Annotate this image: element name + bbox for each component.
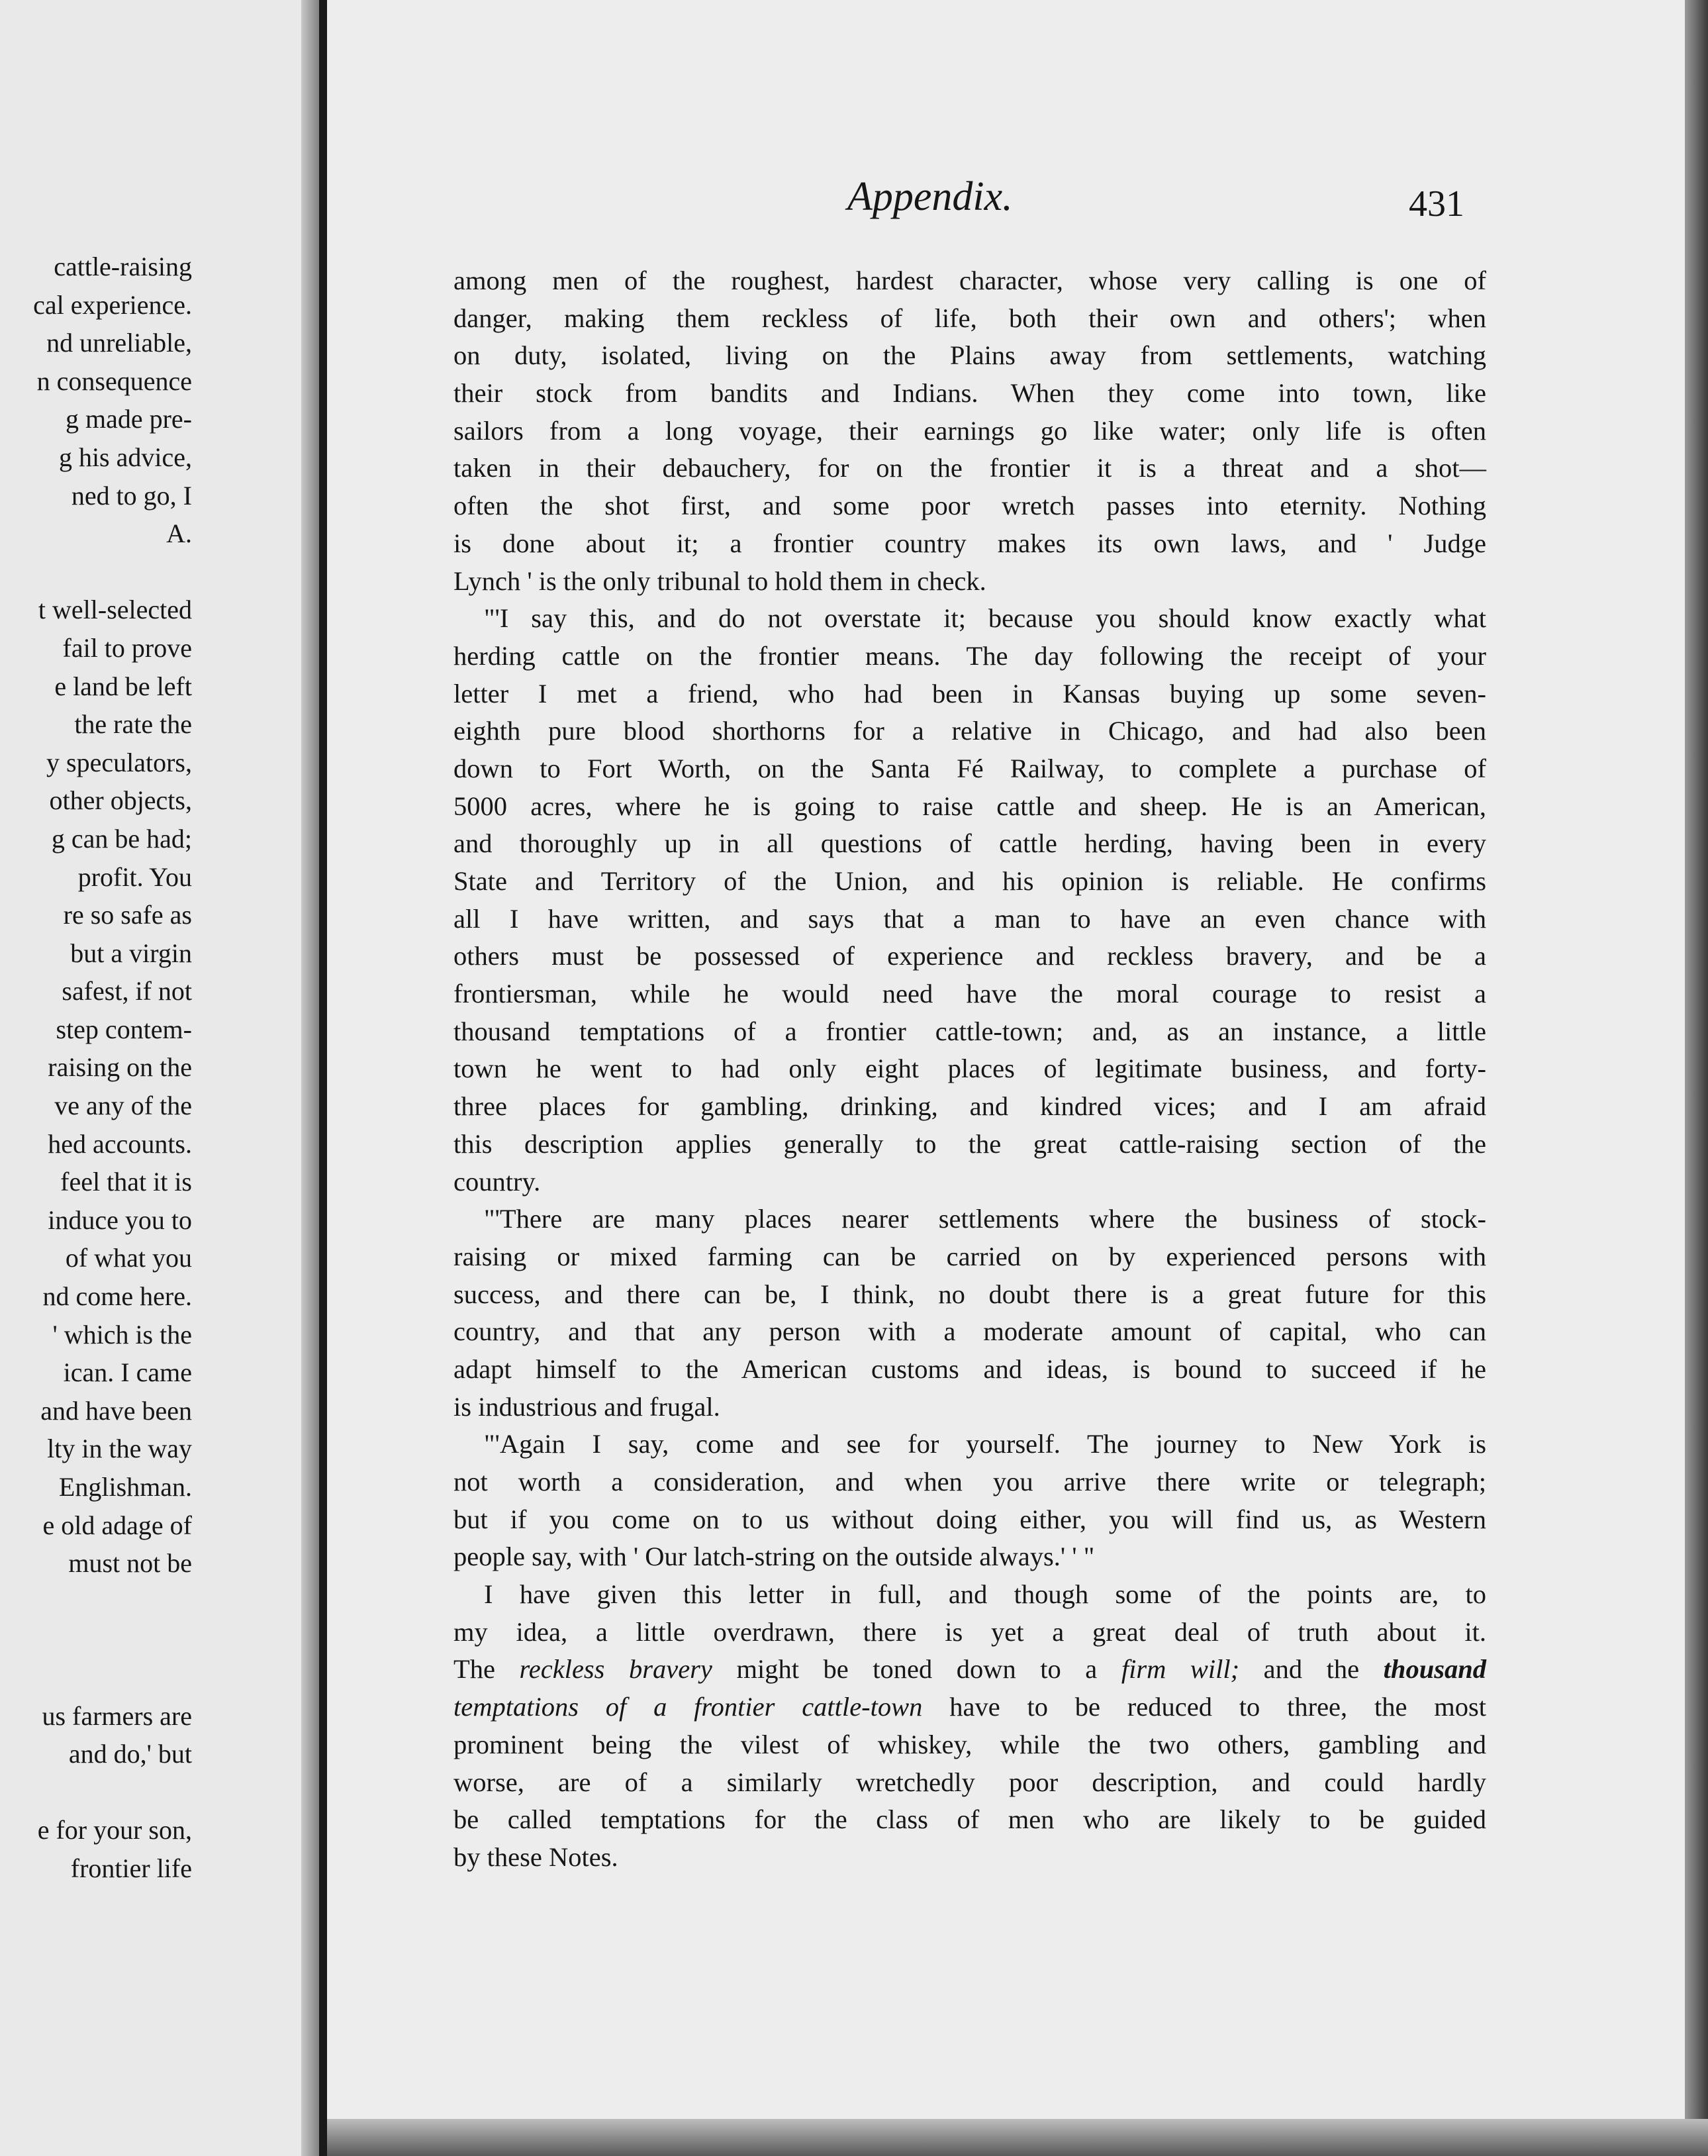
- body-span: might be toned down to a: [712, 1654, 1121, 1685]
- body-line: all I have written, and says that a man to have an even chance with: [453, 903, 1486, 934]
- body-line: their stock from bandits and Indians. When they come into town, like: [453, 378, 1486, 409]
- body-line: among men of the roughest, hardest character, whose very calling is one of: [453, 266, 1486, 295]
- left-line: nd unreliable,: [46, 328, 192, 358]
- italic-span: reckless bravery: [519, 1654, 712, 1685]
- body-line-mixed: [453, 1689, 1486, 1726]
- running-head: Appendix.: [847, 174, 1013, 219]
- body-line: thousand temptations of a frontier cattle-town; and, as an instance, a little: [453, 1016, 1486, 1046]
- body-line: raising or mixed farming can be carried on by experienced persons with: [453, 1241, 1486, 1271]
- body-line: Lynch ' is the only tribunal to hold them in check.: [453, 565, 986, 596]
- left-line: g can be had;: [51, 823, 192, 854]
- left-line: raising on the: [48, 1052, 192, 1083]
- body-line: but if you come on to us without doing either, you will find us, as Western: [453, 1504, 1486, 1534]
- body-line: is done about it; a frontier country makes its own laws, and ' Judge: [453, 528, 1486, 558]
- body-line: my idea, a little overdrawn, there is yet a great deal of truth about it.: [453, 1616, 1486, 1647]
- left-line: us farmers are: [42, 1700, 192, 1731]
- body-line: "'Again I say, come and see for yourself. The journey to New York is: [484, 1429, 1486, 1459]
- body-line: three places for gambling, drinking, and kindred vices; and I am afraid: [453, 1091, 1486, 1122]
- left-line: lty in the way: [47, 1434, 192, 1464]
- left-page-fragment: [0, 0, 311, 2156]
- left-line-blank: [0, 1773, 192, 1812]
- body-line: and thoroughly up in all questions of cattle herding, having been in every: [453, 828, 1486, 859]
- left-line: other objects,: [49, 785, 192, 816]
- left-line: e old adage of: [42, 1510, 192, 1540]
- left-line: hed accounts.: [48, 1128, 192, 1159]
- body-line: people say, with ' Our latch-string on the outside always.' ' ": [453, 1542, 1095, 1572]
- left-line: e for your son,: [37, 1815, 192, 1845]
- left-line: and have been: [40, 1395, 192, 1426]
- body-line: letter I met a friend, who had been in Kansas buying up some seven-: [453, 678, 1486, 709]
- left-line: fail to prove: [62, 632, 192, 663]
- body-line: frontiersman, while he would need have the moral courage to resist a: [453, 979, 1486, 1009]
- bold-italic-span: thousand: [1383, 1654, 1487, 1685]
- body-span: The: [453, 1654, 520, 1685]
- left-page-text: [0, 248, 192, 1888]
- body-line: this description applies generally to the great cattle-raising section of the: [453, 1128, 1486, 1159]
- left-line: nd come here.: [42, 1281, 192, 1312]
- body-line: taken in their debauchery, for on the frontier it is a threat and a shot—: [453, 453, 1486, 483]
- body-line: 5000 acres, where he is going to raise cattle and sheep. He is an American,: [453, 791, 1486, 821]
- left-line: must not be: [68, 1548, 192, 1579]
- body-text: [453, 262, 1486, 1877]
- left-line: Englishman.: [58, 1472, 192, 1502]
- left-line: t well-selected: [38, 595, 192, 625]
- left-line: profit. You: [77, 861, 192, 892]
- body-line: "'There are many places nearer settlements where the business of stock-: [484, 1204, 1486, 1234]
- page-number: 431: [1409, 183, 1464, 224]
- left-line: the rate the: [74, 709, 192, 740]
- left-line: g made pre-: [65, 404, 192, 434]
- page-edge-shadow: [1685, 0, 1708, 2156]
- left-line: re so safe as: [63, 900, 192, 930]
- body-line: eighth pure blood shorthorns for a relative in Chicago, and had also been: [453, 716, 1486, 746]
- left-line: cattle-raising: [54, 252, 192, 281]
- body-line-mixed: [453, 1651, 1486, 1689]
- body-line: worse, are of a similarly wretchedly poor description, and could hardly: [453, 1767, 1486, 1797]
- body-line: success, and there can be, I think, no doubt there is a great future for this: [453, 1279, 1486, 1309]
- italic-span: temptations of a frontier cattle-town: [453, 1692, 923, 1722]
- left-line: feel that it is: [60, 1167, 192, 1197]
- left-line-blank: [0, 1620, 192, 1659]
- body-line: State and Territory of the Union, and his opinion is reliable. He confirms: [453, 866, 1486, 896]
- left-line: and do,' but: [68, 1739, 192, 1769]
- left-line: A.: [166, 518, 192, 549]
- body-line: herding cattle on the frontier means. The day following the receipt of your: [453, 640, 1486, 671]
- left-line: cal experience.: [33, 289, 192, 320]
- page-bottom-shadow: [327, 2119, 1708, 2156]
- body-line: country.: [453, 1166, 541, 1197]
- body-line: town he went to had only eight places of legitimate business, and forty-: [453, 1054, 1486, 1084]
- left-line: ve any of the: [54, 1091, 192, 1121]
- left-line: y speculators,: [46, 747, 192, 777]
- left-line-blank: [0, 553, 192, 591]
- book-gutter-binding: [319, 0, 327, 2156]
- body-line: not worth a consideration, and when you arrive there write or telegraph;: [453, 1467, 1486, 1496]
- body-line: prominent being the vilest of whiskey, while the two others, gambling and: [453, 1729, 1486, 1759]
- left-line: ican. I came: [63, 1357, 192, 1388]
- body-line: by these Notes.: [453, 1841, 618, 1872]
- left-line-blank: [0, 1659, 192, 1697]
- body-span: have to be reduced to three, the most: [922, 1692, 1486, 1722]
- body-line: danger, making them reckless of life, both their own and others'; when: [453, 303, 1486, 333]
- body-line: often the shot first, and some poor wretch passes into eternity. Nothing: [453, 491, 1486, 521]
- left-line: step contem-: [56, 1014, 192, 1044]
- left-line: ' which is the: [52, 1319, 192, 1349]
- body-line: country, and that any person with a moderate amount of capital, who can: [453, 1316, 1486, 1347]
- left-line: frontier life: [70, 1853, 192, 1883]
- left-line: g his advice,: [58, 442, 192, 472]
- body-span: and the: [1239, 1654, 1384, 1685]
- left-line-blank: [0, 1583, 192, 1621]
- body-line: others must be possessed of experience and reckless bravery, and be a: [453, 941, 1486, 971]
- left-line: ned to go, I: [71, 480, 192, 511]
- book-gutter-shadow: [301, 0, 321, 2156]
- left-line: of what you: [65, 1243, 192, 1273]
- body-line: is industrious and frugal.: [453, 1391, 720, 1422]
- body-line: "'I say this, and do not overstate it; because you should know exactly what: [484, 603, 1486, 634]
- body-line: down to Fort Worth, on the Santa Fé Railway, to complete a purchase of: [453, 753, 1486, 783]
- left-line: n consequence: [36, 366, 192, 396]
- body-line: sailors from a long voyage, their earnings go like water; only life is often: [453, 415, 1486, 446]
- left-line: e land be left: [54, 671, 192, 701]
- body-line: adapt himself to the American customs and ideas, is bound to succeed if he: [453, 1353, 1486, 1384]
- left-line: safest, if not: [62, 976, 192, 1006]
- body-line: be called temptations for the class of men who are likely to be guided: [453, 1804, 1486, 1835]
- italic-span: firm will;: [1121, 1654, 1240, 1685]
- body-line: on duty, isolated, living on the Plains away from settlements, watching: [453, 340, 1486, 371]
- left-line: induce you to: [48, 1204, 192, 1235]
- left-line: but a virgin: [70, 938, 192, 968]
- body-line: I have given this letter in full, and though some of the points are, to: [484, 1579, 1486, 1610]
